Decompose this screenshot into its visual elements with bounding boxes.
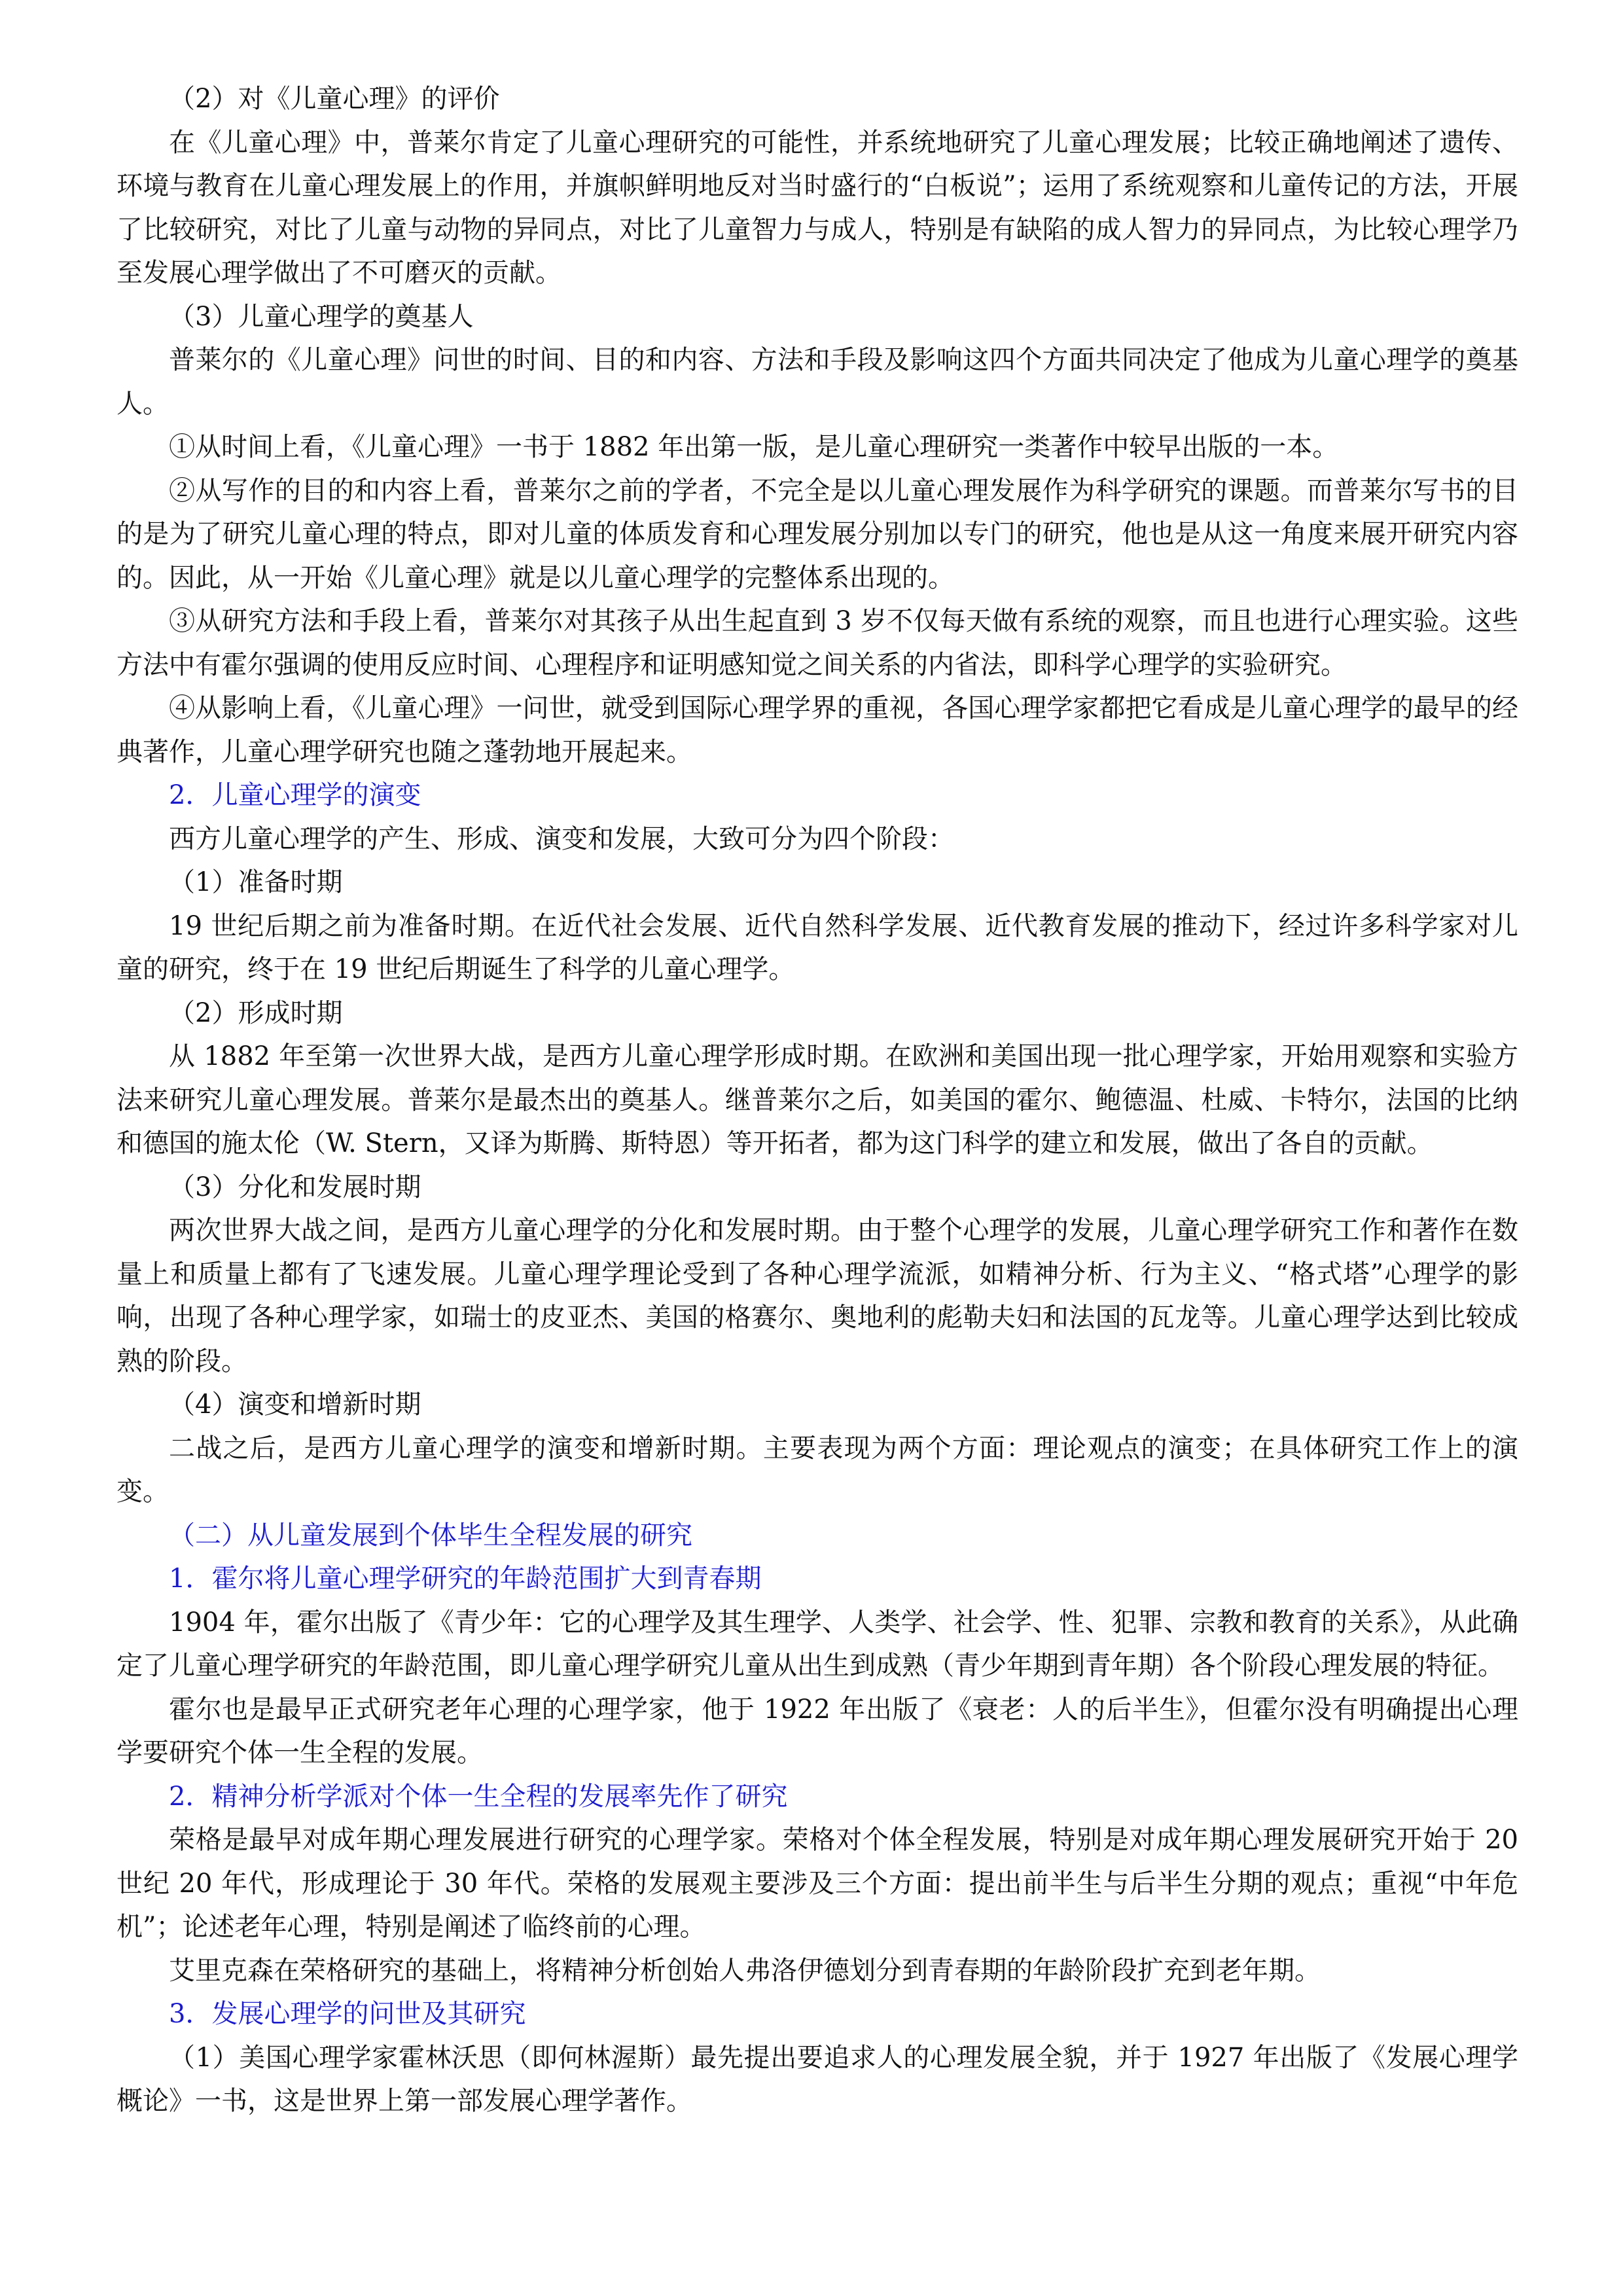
- body-paragraph: （1）美国心理学家霍林沃思（即何林渥斯）最先提出要追求人的心理发展全貌，并于 1927 年出版了《发展心理学概论》一书，这是世界上第一部发展心理学著作。: [116, 2042, 1518, 2116]
- section-heading: 3．发展心理学的问世及其研究: [169, 1999, 526, 2029]
- body-paragraph: ②从写作的目的和内容上看，普莱尔之前的学者，不完全是以儿童心理发展作为科学研究的课题。而普莱尔写书的目的是为了研究儿童心理的特点，即对儿童的体质发育和心理发展分别加以专门的研究，他也是从这一角度来展开研究内容的。因此，从一开始《儿童心理》就是以儿童心理学的完整体系出现的。: [116, 475, 1518, 593]
- subsection-title: （1）准备时期: [169, 867, 343, 897]
- subsection-title: （2）对《儿童心理》的评价: [169, 84, 500, 114]
- body-paragraph: ③从研究方法和手段上看，普莱尔对其孩子从出生起直到 3 岁不仅每天做有系统的观察，而且也进行心理实验。这些方法中有霍尔强调的使用反应时间、心理程序和证明感知觉之间关系的内省法，即科学心理学的实验研究。: [116, 606, 1518, 680]
- section-heading: （二）从儿童发展到个体毕生全程发展的研究: [169, 1520, 692, 1551]
- body-paragraph: 艾里克森在荣格研究的基础上，将精神分析创始人弗洛伊德划分到青春期的年龄阶段扩充到老年期。: [169, 1955, 1321, 1986]
- body-paragraph: 二战之后，是西方儿童心理学的演变和增新时期。主要表现为两个方面：理论观点的演变；在具体研究工作上的演变。: [116, 1433, 1518, 1507]
- body-paragraph: 在《儿童心理》中，普莱尔肯定了儿童心理研究的可能性，并系统地研究了儿童心理发展；比较正确地阐述了遗传、环境与教育在儿童心理发展上的作用，并旗帜鲜明地反对当时盛行的“白板说”；运用了系统观察和儿童传记的方法，开展了比较研究，对比了儿童与动物的异同点，对比了儿童智力与成人，特别是有缺陷的成人智力的异同点，为比较心理学乃至发展心理学做出了不可磨灭的贡献。: [116, 127, 1518, 288]
- body-paragraph: 1904 年，霍尔出版了《青少年：它的心理学及其生理学、人类学、社会学、性、犯罪、宗教和教育的关系》，从此确定了儿童心理学研究的年龄范围，即儿童心理学研究儿童从出生到成熟（青少年期到青年期）各个阶段心理发展的特征。: [116, 1607, 1518, 1681]
- subsection-title: （4）演变和增新时期: [169, 1390, 421, 1420]
- section-heading: 2．儿童心理学的演变: [169, 780, 421, 810]
- section-heading: 2．精神分析学派对个体一生全程的发展率先作了研究: [169, 1781, 788, 1812]
- subsection-title: （3）分化和发展时期: [169, 1172, 421, 1202]
- body-paragraph: 西方儿童心理学的产生、形成、演变和发展，大致可分为四个阶段：: [169, 823, 954, 854]
- body-paragraph: ④从影响上看，《儿童心理》一问世，就受到国际心理学界的重视，各国心理学家都把它看成是儿童心理学的最早的经典著作，儿童心理学研究也随之蓬勃地开展起来。: [116, 693, 1518, 767]
- body-paragraph: 荣格是最早对成年期心理发展进行研究的心理学家。荣格对个体全程发展，特别是对成年期心理发展研究开始于 20 世纪 20 年代，形成理论于 30 年代。荣格的发展观主要涉及三个方面：提出前半生与后半生分期的观点；重视“中年危机”；论述老年心理，特别是阐述了临终前的心理。: [116, 1825, 1518, 1942]
- body-paragraph: 从 1882 年至第一次世界大战，是西方儿童心理学形成时期。在欧洲和美国出现一批心理学家，开始用观察和实验方法来研究儿童心理发展。普莱尔是最杰出的奠基人。继普莱尔之后，如美国的霍尔、鲍德温、杜威、卡特尔，法国的比纳和德国的施太伦（W. Stern，又译为斯腾、斯特恩）等开拓者，都为这门科学的建立和发展，做出了各自的贡献。: [116, 1041, 1518, 1158]
- body-paragraph: 两次世界大战之间，是西方儿童心理学的分化和发展时期。由于整个心理学的发展，儿童心理学研究工作和著作在数量上和质量上都有了飞速发展。儿童心理学理论受到了各种心理学流派，如精神分析、行为主义、“格式塔”心理学的影响，出现了各种心理学家，如瑞士的皮亚杰、美国的格赛尔、奥地利的彪勒夫妇和法国的瓦龙等。儿童心理学达到比较成熟的阶段。: [116, 1215, 1518, 1376]
- section-heading: 1．霍尔将儿童心理学研究的年龄范围扩大到青春期: [169, 1564, 762, 1594]
- document-page: [116, 77, 1518, 2123]
- body-paragraph: 19 世纪后期之前为准备时期。在近代社会发展、近代自然科学发展、近代教育发展的推动下，经过许多科学家对儿童的研究，终于在 19 世纪后期诞生了科学的儿童心理学。: [116, 910, 1518, 984]
- body-paragraph: 霍尔也是最早正式研究老年心理的心理学家，他于 1922 年出版了《衰老：人的后半生》，但霍尔没有明确提出心理学要研究个体一生全程的发展。: [116, 1694, 1518, 1768]
- body-paragraph: ①从时间上看，《儿童心理》一书于 1882 年出第一版，是儿童心理研究一类著作中较早出版的一本。: [169, 432, 1339, 462]
- subsection-title: （3）儿童心理学的奠基人: [169, 301, 474, 332]
- body-paragraph: 普莱尔的《儿童心理》问世的时间、目的和内容、方法和手段及影响这四个方面共同决定了他成为儿童心理学的奠基人。: [116, 345, 1518, 419]
- subsection-title: （2）形成时期: [169, 997, 343, 1028]
